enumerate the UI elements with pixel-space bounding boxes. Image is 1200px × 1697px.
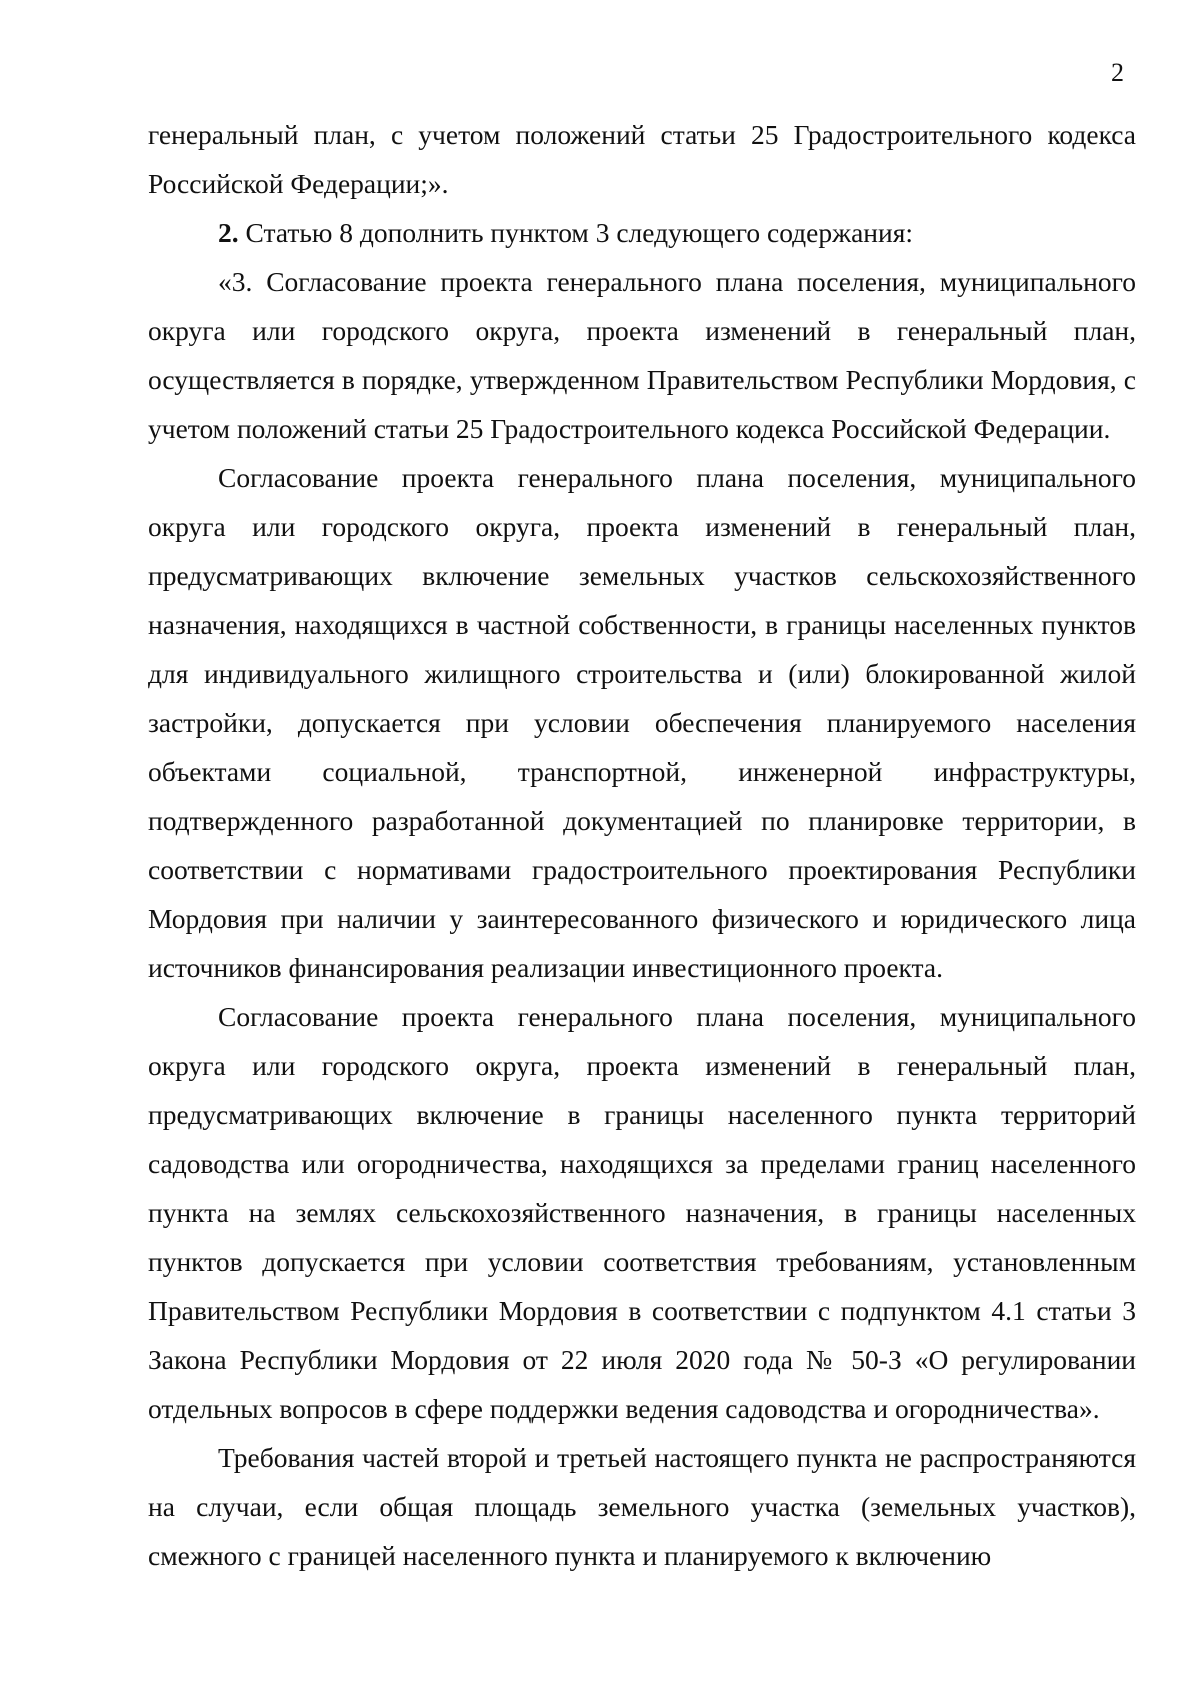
paragraph-continuation: генеральный план, с учетом положений статьи 25 Градостроительного кодекса Российской Федерации;». <box>148 119 1136 199</box>
paragraph-clause-3: «3. Согласование проекта генерального плана поселения, муниципального округа или городского округа, проекта изменений в генеральный план, осуществляется в порядке, утвержденном Правительством Республики Мордовия, с учетом положений статьи 25 Градостроительного кодекса Российской Федерации. <box>148 266 1136 444</box>
paragraph-agreement-gardening: Согласование проекта генерального плана поселения, муниципального округа или городского округа, проекта изменений в генеральный план, предусматривающих включение в границы населенного пункта территорий садоводства или огородничества, находящихся за пределами границ населенного пункта на землях сельскохозяйственного назначения, в границы населенных пунктов допускается при условии соответствия требованиям, установленным Правительством Республики Мордовия в соответствии с подпунктом 4.1 статьи 3 Закона Республики Мордовия от 22 июля 2020 года № 50-З «О регулировании отдельных вопросов в сфере поддержки ведения садоводства и огородничества». <box>148 1001 1136 1424</box>
page-number: 2 <box>1111 58 1124 87</box>
item-text: Статью 8 дополнить пунктом 3 следующего содержания: <box>238 217 914 248</box>
document-body <box>148 110 1136 1580</box>
paragraph-agreement-private-land: Согласование проекта генерального плана поселения, муниципального округа или городского округа, проекта изменений в генеральный план, предусматривающих включение земельных участков сельскохозяйственного назначения, находящихся в частной собственности, в границы населенных пунктов для индивидуального жилищного строительства и (или) блокированной жилой застройки, допускается при условии обеспечения планируемого населения объектами социальной, транспортной, инженерной инфраструктуры, подтвержденного разработанной документацией по планировке территории, в соответствии с нормативами градостроительного проектирования Республики Мордовия при наличии у заинтересованного физического и юридического лица источников финансирования реализации инвестиционного проекта. <box>148 462 1136 983</box>
paragraph-requirements-exceptions: Требования частей второй и третьей настоящего пункта не распространяются на случаи, если общая площадь земельного участка (земельных участков), смежного с границей населенного пункта и планируемого к включению <box>148 1442 1136 1571</box>
item-number: 2. <box>218 217 239 248</box>
paragraph-article-8-amendment <box>148 208 1136 257</box>
